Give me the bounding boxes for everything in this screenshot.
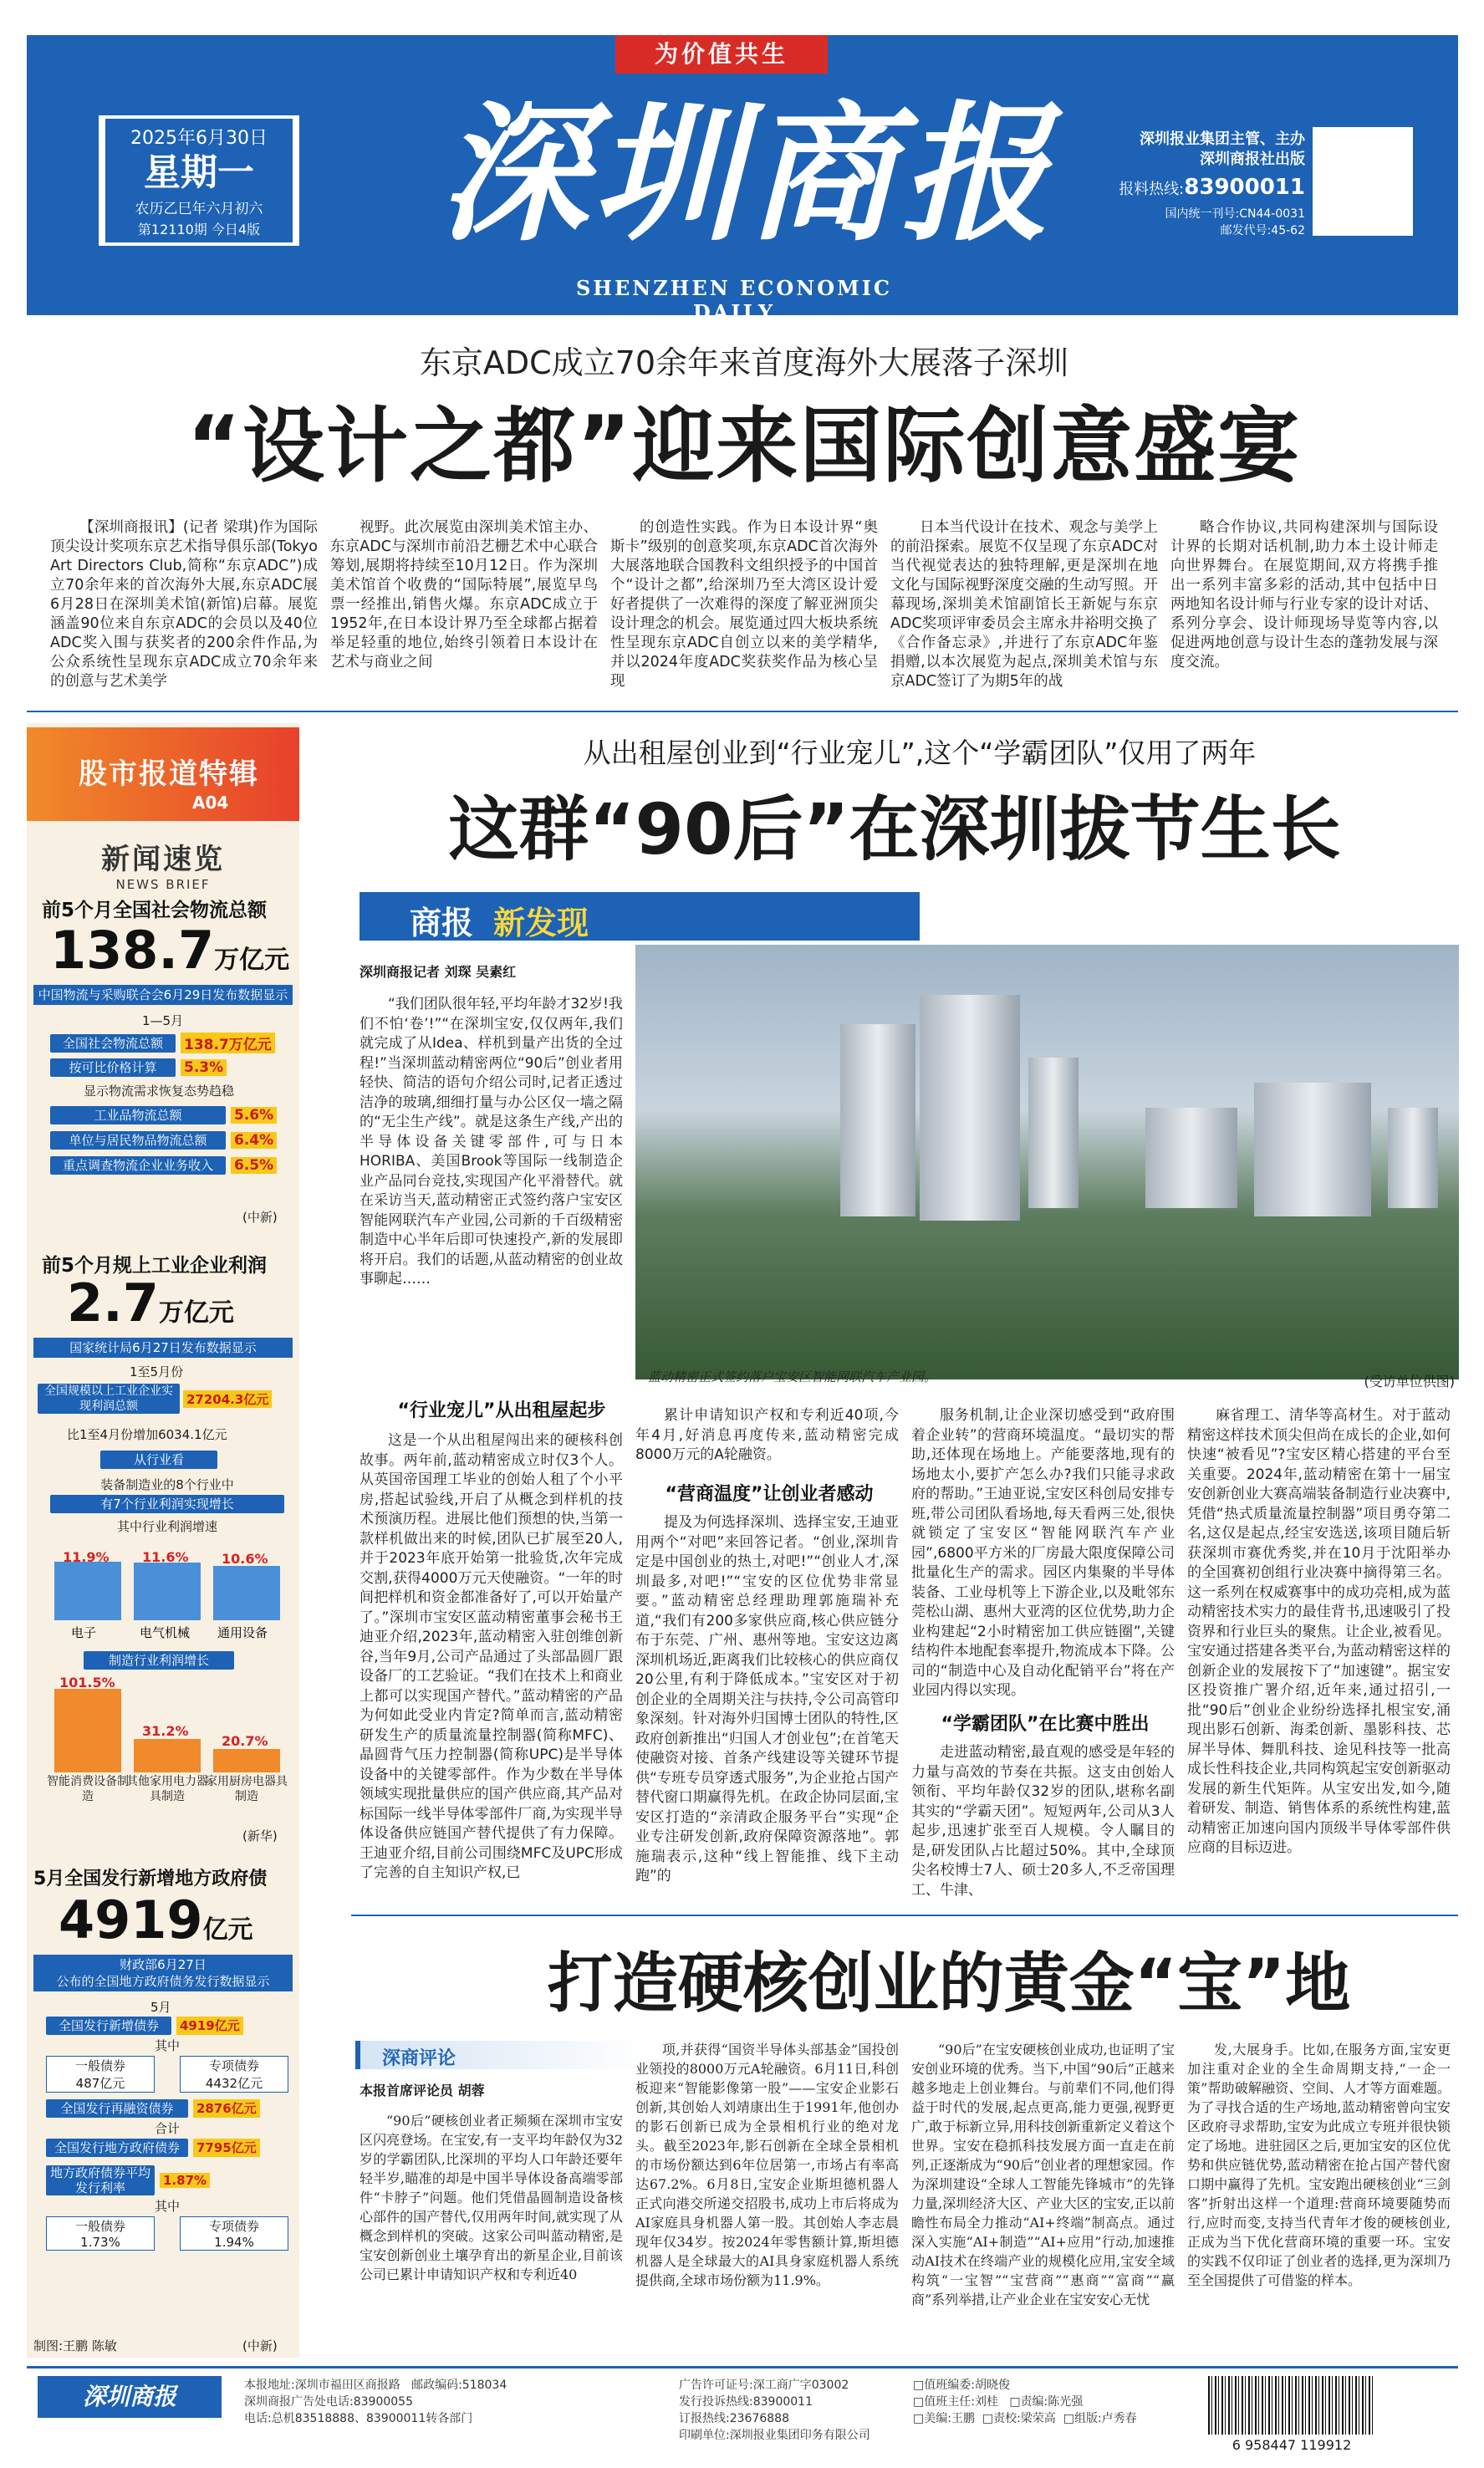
- newspaper-logo: 深圳商报: [439, 86, 1054, 261]
- svg-text:电气机械: 电气机械: [140, 1625, 191, 1640]
- barcode-icon: [1208, 2376, 1375, 2435]
- story-col-3b: 走进蓝动精密,最直观的感受是年轻的力量与高效的节奏在共振。这支由创始人领衔、平均年龄仅32岁的团队,堪称名副其实的“学霸天团”。短短两年,公司从3人起步,迅速扩张至百人规模。令人瞩目的是,研发团队占比超过50%。其中,全球顶尖名校博士7人、硕士20多人,不乏帝国理工、牛津、: [911, 1744, 1175, 1899]
- footer-qr-code-icon[interactable]: [1388, 2370, 1455, 2437]
- brief3-value: 4919亿元: [59, 1889, 253, 1950]
- photo-caption: 蓝动精密正式签约落户宝安区智能网联汽车产业园。: [648, 1369, 937, 1384]
- story-col-3: 服务机制,让企业深切感受到“政府围着企业转”的营商环境温度。“最切实的帮助,还体现在场地上。产能要落地,现有的场地太小,要扩产怎么办?我们只能寻求政府的帮助。”王迪亚说,宝安区科创局安排专班,带公司团队看场地,每天看两三处,很快就锁定了宝安区“智能网联汽车产业园”,6800平方米的厂房最大限度保障公司批量化生产的需求。园区内集聚的半导体装备、工业母机等上下游企业,以及毗邻东莞松山湖、惠州大亚湾的区位优势,助力企业构建起“2小时精密加工供应链圈”,关键结构件本地配套率提升,物流成本下降。公司的“制造中心及自动化配销平台”将在产业园内得以实现。: [911, 1407, 1175, 1699]
- publisher-line2: 深圳商报社出版: [1200, 150, 1305, 168]
- slogan-banner: 为价值共生: [615, 35, 828, 74]
- issue-number: 第12110期 今日4版: [137, 222, 261, 237]
- brief2-section2: 制造行业利润增长: [84, 1651, 234, 1670]
- brief-title-en: NEWS BRIEF: [115, 877, 211, 892]
- hotline: [1117, 175, 1305, 200]
- svg-text:20.7%: 20.7%: [222, 1733, 268, 1749]
- brief2-l4: 有7个行业利润实现增长: [50, 1495, 284, 1513]
- barcode-number: 6 958447 119912: [1232, 2437, 1352, 2453]
- photo-credit: (受访单位供图): [1364, 1374, 1455, 1390]
- commentary-col-2: 项,并获得“国资半导体头部基金”国投创业领投的8000万元A轮融资。6月11日,科创板迎来“智能影像第一股”——宝安企业影石创新,其创始人刘靖康出生于1991年,他创办的影石创新已成为全景相机行业的绝对龙头。截至2023年,影石创新在全球全景相机的市场份额达到6年位居第一,市场占有率高达67.2%。6月8日,宝安企业斯坦德机器人正式向港交所递交招股书,成功上市后将成为AI家庭具身机器人第一股。其创始人李志晨现年仅34岁。按2024年零售额计算,斯坦德机器人是全球最大的AI具身家庭机器人系统提供商,全球市场份额为11.9%。: [635, 2042, 899, 2288]
- lead-col-2: 视野。此次展览由深圳美术馆主办、东京ADC与深圳市前沿艺栅艺术中心联合筹划,展期将持续至10月12日。作为深圳美术馆首个收费的“国际特展”,展览早鸟票一经推出,销售火爆。东京ADC成立于1952年,在日本设计界乃至全球都占据着举足轻重的地位,始终引领着日本设计在艺术与商业之间: [330, 519, 598, 671]
- brief2-source: 国家统计局6月27日发布数据显示: [33, 1338, 293, 1358]
- brief1-title: 前5个月全国社会物流总额: [42, 900, 268, 921]
- chart-maker: 制图:王鹏 陈敏: [33, 2338, 117, 2353]
- brief3-table: 全国发行新增债券 4919亿元 其中 一般债券 487亿元 专项债券 4432亿元 全国发行再融资债券 2876亿元 合计 全国发行地方政府债券 7795亿元 地方政府债券平均发行利率 1.87% 其中 一般债券 1.73% 专项债券 1.94%: [46, 2017, 288, 2251]
- story-photo[interactable]: [635, 945, 1459, 1379]
- commentary-col-1: “90后”硬核创业者正频频在深圳市宝安区闪亮登场。在宝安,有一支平均年龄仅为32岁的学霸团队,比深圳的平均人口年龄还要年轻半岁,瞄准的却是中国半导体设备高端零部件“卡脖子”问题。他们凭借晶圆制造设备核心部件的国产替代,仅用两年时间,就实现了从概念到样机的突破。这家公司叫蓝动精密,是宝安创新创业土壤孕育出的新星企业,目前该公司已累计申请知识产权和专利近40: [360, 2113, 623, 2282]
- bar-electronics: [54, 1549, 121, 1640]
- hotline-number: 83900011: [1184, 175, 1305, 200]
- story-col-1: 这是一个从出租屋闯出来的硬核科创故事。两年前,蓝动精密成立时仅3个人。从英国帝国理工毕业的创始人租了个小平房,搭起试验线,开启了从概念到样机的技术预演历程。进展比他们预想的快,当第一款样机做出来的时候,团队已扩展至20人,并于2023年底开始第一批验货,次年完成交割,获得4000万元天使融资。“一年的时间把样机和资金都准备好了,可以开始量产了。”深圳市宝安区蓝动精密董事会秘书王迪亚介绍,2023年,蓝动精密入驻创维创新谷,当年9月,公司产品通过了头部晶圆厂跟设备厂的工艺验证。“我们在技术上和商业上都可以实现国产替代。”蓝动精密的产品为何如此受业内肯定?简单而言,蓝动精密研发生产的质量流量控制器(简称MFC)、晶圆背气压力控制器(简称UPC)是半导体设备中的关键零部件。作为少数在半导体领域实现批量供应的国产供应商,其产品对标国际一线半导体零部件厂商,为实现半导体设备供应链国产替代提供了有力保障。王迪亚介绍,目前公司围绕MFC及UPC形成了完善的自主知识产权,已: [360, 1432, 623, 1881]
- brief1-value: 138.7万亿元: [50, 920, 290, 981]
- brief2-value: 2.7万亿元: [67, 1272, 234, 1333]
- footer-address-block: 本报地址:深圳市福田区商报路 邮政编码:518034 深圳商报广告处电话:83900055 电话:总机83518888、83900011转各部门: [244, 2379, 507, 2425]
- story-col-4: 麻省理工、清华等高材生。对于蓝动精密这样技术顶尖但尚在成长的企业,如何快速“被看见”?宝安区精心搭建的平台至关重要。2024年,蓝动精密在第十一届宝安创新创业大赛高端装备制造行业决赛中,凭借“热式质量流量控制器”项目勇夺第二名,这仅是起点,经宝安选送,该项目随后斩获深圳市赛优秀奖,并在10月于沈阳举办的全国赛初创组行业决赛中摘得第三名。这一系列在权威赛事中的成功亮相,成为蓝动精密技术实力的最佳背书,迅速吸引了投资界和行业巨头的聚焦。让企业,被看见。宝安通过搭建各类平台,为蓝动精密这样的创新企业的发展按下了“加速键”。据宝安区投资推广署介绍,近年来,通过招引,一批“90后”创业企业纷纷选择扎根宝安,涌现出影石创新、海柔创新、墨影科技、芯屏半导体、舞肌科技、途见科技等一批高成长性科技企业,共同构筑起宝安创新驱动发展的新生代矩阵。从宝安出发,如今,随着研发、制造、销售体系的系统性构建,蓝动精密正加速向国内顶级半导体零部件供应商的目标迈进。: [1187, 1407, 1451, 1856]
- bar-smart-devices: 101.5%智能消费设备制造: [47, 1675, 129, 1803]
- lead-col-4: 日本当代设计在技术、观念与美学上的前沿探索。展览不仅呈现了东京ADC对当代视觉表达的独特理解,更是深圳在地文化与国际视野深度交融的生动写照。开幕现场,深圳美术馆副馆长王新妮与东京ADC奖项评审委员会主席永井裕明交换了《合作备忘录》,并进行了东京ADC年鉴捐赠,以本次展览为起点,深圳美术馆与东京ADC签订了为期5年的战: [890, 519, 1158, 690]
- footer-editors: □值班编委:胡晓俊 □值班主任:刘桂 □责编:陈光强 □美编:王鹏 □责校:梁荣高 □组版:卢秀春: [913, 2379, 1137, 2425]
- svg-text:101.5%: 101.5%: [59, 1675, 115, 1690]
- brief3-source: 财政部6月27日 公布的全国地方政府债务发行数据显示: [33, 1955, 293, 1991]
- lead-kicker: 东京ADC成立70余年来首度海外大展落子深圳: [419, 344, 1069, 381]
- story-subhead-1: “行业宠儿”从出租屋起步: [397, 1400, 606, 1421]
- lead-col-5: 略合作协议,共同构建深圳与国际设计界的长期对话机制,助力本土设计师走向世界舞台。在展览期间,双方将携手推出一系列丰富多彩的活动,其中包括中日两地知名设计师与行业专家的设计对话、系列分享会、设计师现场导览等内容,以促进两地创意与设计生态的蓬勃发展与深度交流。: [1170, 519, 1438, 671]
- brief2-credit: (新华): [242, 1828, 278, 1843]
- lead-col-1: 【深圳商报讯】(记者 梁琪)作为国际顶尖设计奖项东京艺术指导俱乐部(Tokyo Art Directors Club,简称“东京ADC”)成立70余年来的首次海外大展,东京ADC展6月28日在深圳美术馆(新馆)启幕。展览涵盖90位来自东京ADC的会员以及40位ADC奖入围与获奖者的200余件作品,为公众系统性呈现东京ADC成立70余年来的创意与艺术美学: [50, 519, 318, 690]
- svg-text:31.2%: 31.2%: [142, 1723, 189, 1739]
- brief2-title: 前5个月规上工业企业利润: [42, 1255, 268, 1277]
- brief2-bar-chart-1: [38, 1537, 297, 1645]
- brief2-period: 1至5月份: [130, 1364, 184, 1379]
- bar-general-equipment: [213, 1551, 280, 1640]
- brief3-credit: (中新): [242, 2338, 278, 2353]
- publisher-line1: 深圳报业集团主管、主办: [1140, 130, 1305, 148]
- hotline-label: 报料热线:: [1119, 181, 1185, 198]
- lead-col-3: 的创造性实践。作为日本设计界“奥斯卡”级别的创意奖项,东京ADC首次海外大展落地联合国教科文组织授予的中国首个“设计之都”,给深圳乃至大湾区设计爱好者提供了一次难得的深度了解亚洲顶尖设计理念的机会。展览通过四大板块系统性呈现东京ADC自创立以来的美学精华,并以2024年度ADC奖获奖作品为核心呈现: [610, 519, 878, 690]
- brief3-title: 5月全国发行新增地方政府债: [33, 1869, 268, 1889]
- brief1-rows: 全国社会物流总额 138.7万亿元 按可比价格计算 5.3% 显示物流需求恢复态势趋稳 工业品物流总额 5.6% 单位与居民物品物流总额 6.4% 重点调查物流企业业务收入 6.5%: [50, 1033, 293, 1181]
- svg-text:电子: 电子: [71, 1625, 97, 1640]
- bar-home-appliances: 31.2%其他家用电力器具制造: [126, 1723, 208, 1803]
- brief1-source: 中国物流与采购联合会6月29日发布数据显示: [33, 985, 293, 1005]
- brief2-l5: 其中行业利润增速: [116, 1519, 217, 1534]
- postal-code: 邮发代号:45-62: [1220, 224, 1305, 237]
- brief2-l3: 装备制造业的8个行业中: [100, 1477, 234, 1492]
- commentary-headline[interactable]: 打造硬核创业的黄金“宝”地: [547, 1946, 1351, 2022]
- brief3-month: 5月: [150, 2000, 171, 2015]
- cn-number: 国内统一刊号:CN44-0031: [1165, 207, 1305, 221]
- brief2-increase: 比1至4月份增加6034.1亿元: [67, 1427, 227, 1442]
- brief1-period: 1—5月: [142, 1013, 184, 1028]
- commentary-col-3: “90后”在宝安硬核创业成功,也证明了宝安创业环境的优秀。当下,中国“90后”正越来越多地走上创业舞台。与前辈们不同,他们得益于时代的发展,起点更高,能力更强,视野更广,敢于标新立异,用科技创新重新定义着这个世界。宝安在稳抓科技发展方面一直走在前列,正逐渐成为“90后”创业者的理想家园。作为深圳建设“全球人工智能先锋城市”的先锋力量,深圳经济大区、产业大区的宝安,正以前瞻性布局全力推动“AI+终端”制高点。通过深入实施“AI+制造”“AI+应用”行动,加速推动AI技术在终端产业的规模化应用,宝安全域构筑“一宝智”“宝营商”“惠商”“富商”“赢商”系列举措,让产业企业在宝安安心无忧: [911, 2042, 1175, 2307]
- svg-text:10.6%: 10.6%: [222, 1551, 268, 1567]
- story-byline: 深圳商报记者 刘琛 吴素红: [360, 964, 517, 980]
- story-subhead-2: “营商温度”让创业者感动: [665, 1484, 874, 1505]
- special-report-banner[interactable]: 股市报道特辑 A04: [27, 727, 299, 821]
- column-rubric: 商报 新发现: [360, 892, 920, 941]
- story-subhead-3: “学霸团队”在比赛中胜出: [941, 1714, 1150, 1735]
- date: 2025年6月30日: [130, 128, 268, 149]
- brief1-credit: (中新): [242, 1210, 278, 1225]
- svg-text:11.9%: 11.9%: [63, 1549, 110, 1565]
- lead-headline[interactable]: “设计之都”迎来国际创意盛宴: [186, 399, 1302, 494]
- footer-logo: 深圳商报: [38, 2376, 222, 2418]
- divider: [27, 711, 1458, 712]
- svg-text:11.6%: 11.6%: [142, 1549, 189, 1565]
- newspaper-logo-en: SHENZHEN ECONOMIC DAILY: [575, 276, 893, 324]
- story-lead-text: “我们团队很年轻,平均年龄才32岁!我们不怕‘卷’!”“在深圳宝安,仅仅两年,我们就完成了从Idea、样机到量产出货的全过程!”当深圳蓝动精密两位“90后”创业者用轻快、简洁的语句介绍公司时,记者正透过洁净的玻璃,细细打量与办公区仅一墙之隔的“无尘生产线”。就是这条生产线,产出的半导体设备关键零部件,可与日本HORIBA、美国Brook等国际一线制造企业产品同台竞技,实现国产化平滑替代。就在采访当天,蓝动精密正式签约落户宝安区智能网联汽车产业园,公司新的千百级精密制造中心半年后即可快速投产,新的发展即将开启。我们的话题,从蓝动精密的创业故事聊起……: [360, 996, 623, 1288]
- date-box: [99, 115, 299, 246]
- lunar-date: 农历乙巳年六月初六: [135, 201, 263, 217]
- brief2-total: 全国规模以上工业企业实现利润总额 27204.3亿元: [38, 1384, 288, 1414]
- commentary-byline: 本报首席评论员 胡蓉: [360, 2083, 485, 2098]
- brief2-section1: 从行业看: [100, 1451, 217, 1469]
- svg-text:通用设备: 通用设备: [217, 1625, 268, 1640]
- bar-kitchen-appliances: 20.7%家用厨房电器具制造: [206, 1733, 288, 1803]
- bar-electrical: [134, 1549, 201, 1640]
- story-col-2: 累计申请知识产权和专利近40项,今年4月,好消息再度传来,蓝动精密完成8000万元的A轮融资。: [635, 1407, 899, 1463]
- publisher-info: [1117, 130, 1305, 238]
- footer-license-block: 广告许可证号:深工商广字03002 发行投诉热线:83900011 订报热线:23676888 印刷单位:深圳报业集团印务有限公司: [679, 2379, 870, 2442]
- divider: [351, 1915, 1458, 1916]
- commentary-col-4: 发,大展身手。比如,在服务方面,宝安更加注重对企业的全生命周期支持,“一企一策”帮助破解融资、空间、人才等方面难题。为了寻找合适的生产场地,蓝动精密曾向宝安区政府寻求帮助,宝安为此成立专班并很快锁定了场地。进驻园区之后,更加宝安的区位优势和供应链优势,蓝动精密在抢占国产替代窗口期中赢得了先机。宝安跑出硬核创业“三剑客”折射出这样一个道理:营商环境要随势而行,应时而变,支持当代青年才俊的硬核创业,正成为当下优化营商环境的重要一环。宝安的实践不仅印证了创业者的选择,更为深圳乃至全国提供了可借鉴的样本。: [1187, 2042, 1451, 2288]
- commentary-rubric: 深商评论: [355, 2041, 648, 2069]
- brief2-bar-chart-2: [38, 1672, 297, 1823]
- story-kicker: 从出租屋创业到“行业宠儿”,这个“学霸团队”仅用了两年: [583, 737, 1257, 769]
- brief-title: 新闻速览: [101, 843, 225, 876]
- qr-code-icon[interactable]: [1313, 127, 1413, 236]
- weekday: 星期一: [144, 151, 254, 194]
- story-col-2b: 提及为何选择深圳、选择宝安,王迪亚用两个“对吧”来回答记者。“创业,深圳肯定是中国创业的热土,对吧!”“创业人才,深圳最多,对吧!”“宝安的区位优势非常显要。”蓝动精密总经理助理郭施瑞补充道,“我们有200多家供应商,核心供应链分布于东莞、广州、惠州等地。宝安这边离深圳机场近,距离我们比较核心的供应商仅20公里,有利于降低成本。”宝安区对于初创企业的全周期关注与扶持,令公司高管印象深刻。针对海外归国博士团队的特性,区政府创新推出“归国人才创业包”;在首笔天使融资对接、首条产线建设等关键环节提供“专班专员穿透式服务”,为企业抢占国产替代窗口期赢得先机。在政企协同层面,宝安区打造的“亲清政企服务平台”实现“企业专注研发创新,政府保障资源落地”。郭施瑞表示,这种“线上智能推、线下主动跑”的: [635, 1514, 899, 1884]
- news-brief-header: [27, 836, 299, 892]
- story-headline[interactable]: 这群“90后”在深圳拔节生长: [448, 788, 1341, 870]
